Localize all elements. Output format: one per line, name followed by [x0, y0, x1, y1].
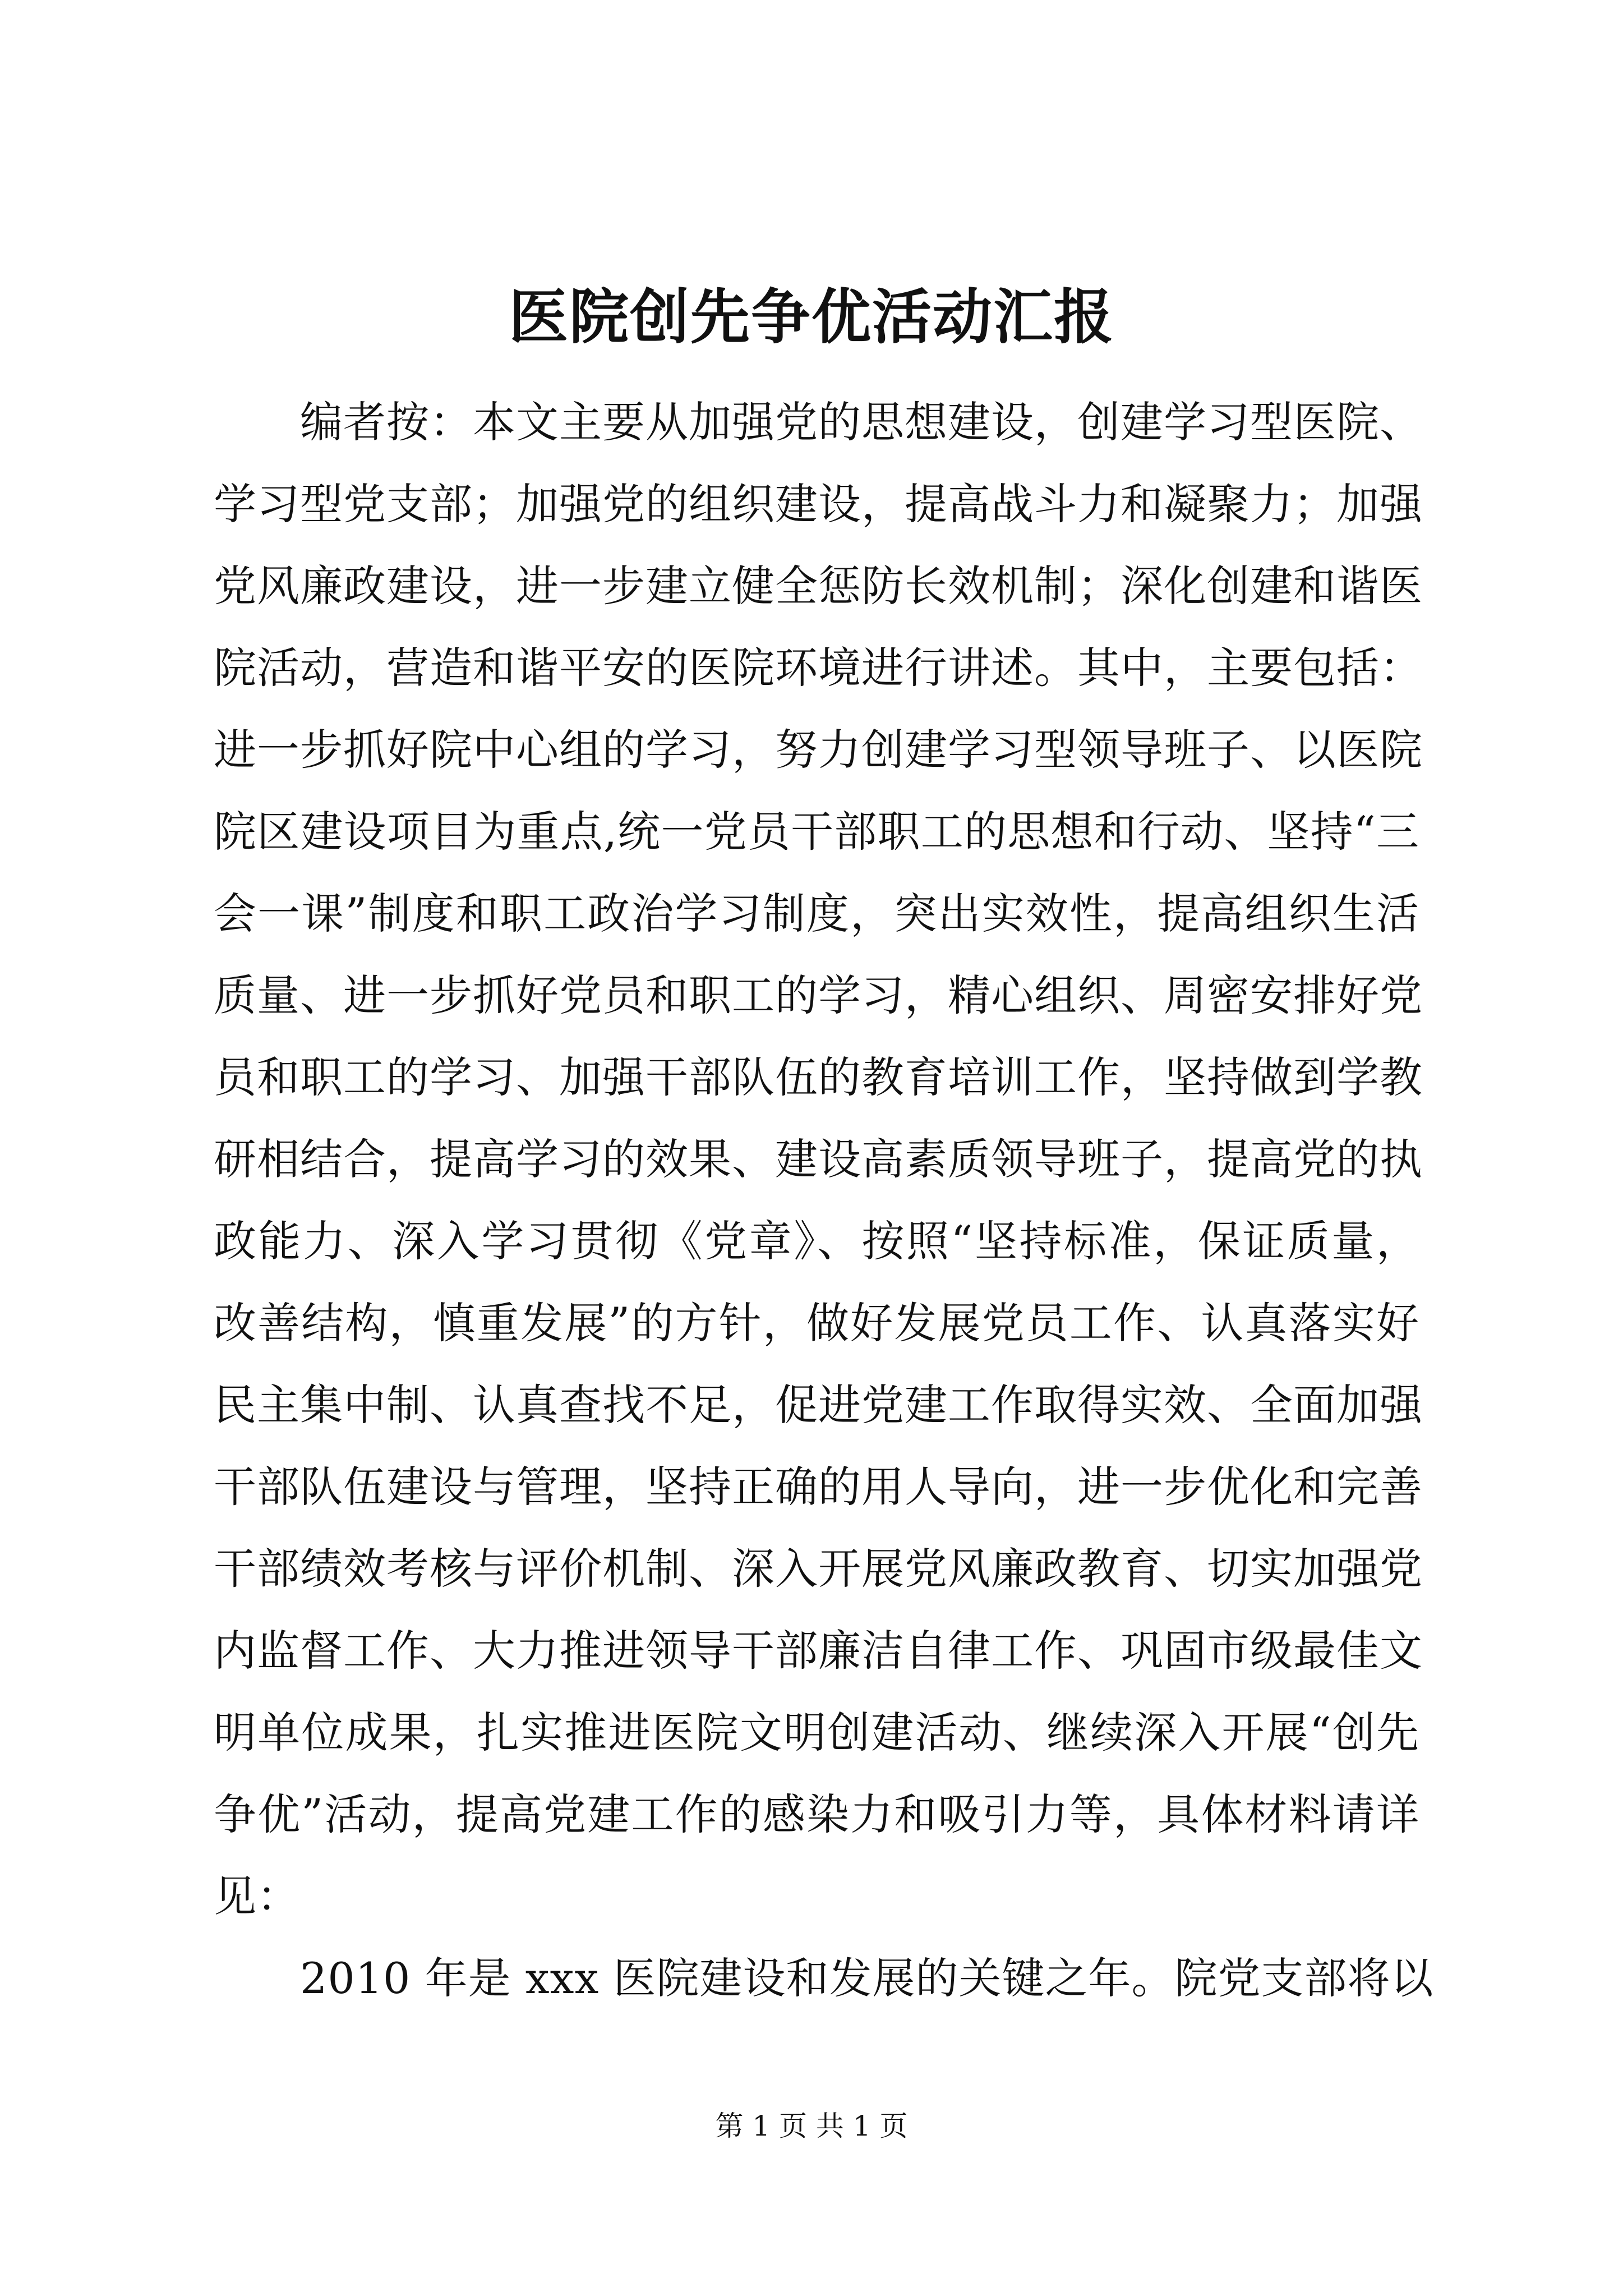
body-line: 干部绩效考核与评价机制、深入开展党风廉政教育、切实加强党: [214, 1544, 1423, 1594]
body-line: 2010 年是 xxx 医院建设和发展的关键之年。院党支部将以: [214, 1953, 1434, 2003]
body-line: 院活动，营造和谐平安的医院环境进行讲述。其中，主要包括：: [214, 643, 1423, 693]
body-line: 改善结构，慎重发展”的方针，做好发展党员工作、认真落实好: [214, 1298, 1419, 1348]
body-line: 明单位成果，扎实推进医院文明创建活动、继续深入开展“创先: [214, 1708, 1419, 1757]
page-footer: 第 1 页 共 1 页: [715, 2110, 908, 2142]
body-line: 干部队伍建设与管理，坚持正确的用人导向，进一步优化和完善: [214, 1462, 1423, 1512]
body-line: 编者按：本文主要从加强党的思想建设，创建学习型医院、: [214, 397, 1423, 447]
body-line: 民主集中制、认真查找不足，促进党建工作取得实效、全面加强: [214, 1380, 1423, 1430]
body-line: 研相结合，提高学习的效果、建设高素质领导班子，提高党的执: [214, 1134, 1423, 1184]
body-line: 争优”活动，提高党建工作的感染力和吸引力等，具体材料请详: [214, 1789, 1419, 1839]
body-line: 员和职工的学习、加强干部队伍的教育培训工作，坚持做到学教: [214, 1052, 1423, 1102]
body-line: 见：: [214, 1871, 300, 1921]
body-line: 会一课”制度和职工政治学习制度，突出实效性，提高组织生活: [214, 889, 1419, 938]
body-line: 院区建设项目为重点,统一党员干部职工的思想和行动、坚持“三: [214, 807, 1419, 857]
body-line: 质量、进一步抓好党员和职工的学习，精心组织、周密安排好党: [214, 970, 1423, 1020]
body-line: 政能力、深入学习贯彻《党章》、按照“坚持标准，保证质量，: [214, 1216, 1419, 1266]
document-body: [214, 381, 1434, 2019]
body-line: 进一步抓好院中心组的学习，努力创建学习型领导班子、以医院: [214, 725, 1423, 775]
body-line: 党风廉政建设，进一步建立健全惩防长效机制；深化创建和谐医: [214, 561, 1423, 611]
body-line: 学习型党支部；加强党的组织建设，提高战斗力和凝聚力；加强: [214, 479, 1423, 529]
document-title: 医院创先争优活动汇报: [509, 282, 1114, 352]
body-line: 内监督工作、大力推进领导干部廉洁自律工作、巩固市级最佳文: [214, 1626, 1423, 1676]
